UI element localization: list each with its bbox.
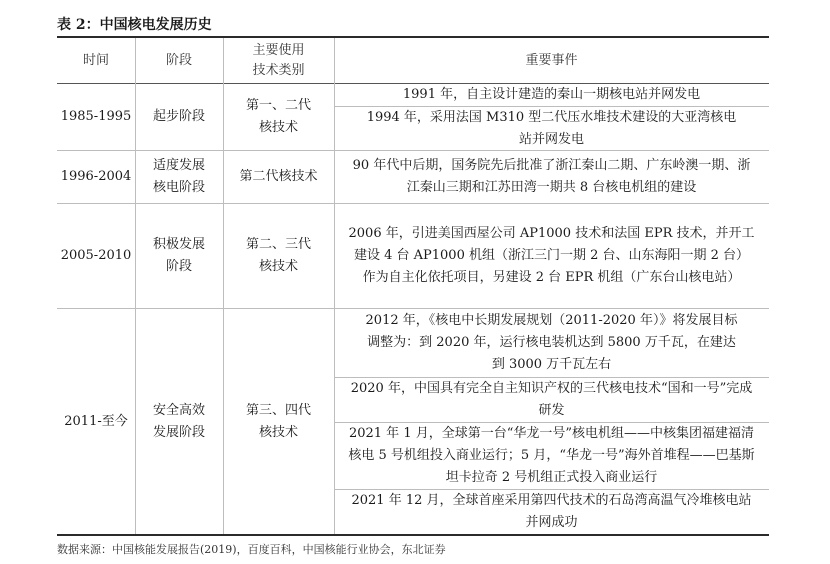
header-events: 重要事件 [525,52,578,68]
row4-event2: 2020 年，中国具有完全自主知识产权的三代核电技术“国和一号”完成研发 [350,381,753,418]
row1-time: 1985-1995 [60,109,132,124]
row4-event1: 2012 年，《核电中长期发展规划（2011-2020 年）》将发展目标调整为：到 2020 年，运行核电装机达到 5800 万千瓦，在建达到 3000 万千瓦左右 [365,313,738,372]
row2-tech: 第二代核技术 [239,169,318,184]
row1-tech: 第一、二代核技术 [245,98,311,135]
row2-time: 1996-2004 [60,169,132,184]
header-stage: 阶段 [165,52,192,68]
row3-event1: 2006 年，引进美国西屋公司 AP1000 技术和法国 EPR 技术，并开工建设 4 台 AP1000 机组（浙江三门一期 2 台、山东海阳一期 2 台）作为自主化依托项目，另建设 2 台 EPR 机组（广东台山核电站） [348,226,755,285]
row1-stage: 起步阶段 [152,109,205,124]
row1-event2: 1994 年，采用法国 M310 型二代压水堆技术建设的大亚湾核电站并网发电 [366,109,737,147]
header-tech: 主要使用技术类别 [252,42,305,78]
row2-event1: 90 年代中后期，国务院先后批准了浙江秦山二期、广东岭澳一期、浙江秦山三期和江苏田湾一期共 8 台核电机组的建设 [352,158,751,195]
row3-tech: 第二、三代核技术 [245,237,311,274]
header-time: 时间 [82,52,109,68]
table-title: 表 2：中国核电发展历史 [57,17,212,33]
row4-stage: 安全高效发展阶段 [152,402,205,440]
row4-event4: 2021 年 12 月，全球首座采用第四代技术的石岛湾高温气冷堆核电站并网成功 [351,493,752,530]
row3-time: 2005-2010 [60,248,132,263]
source-note: 数据来源：中国核能发展报告(2019)，百度百科，中国核能行业协会，东北证券 [57,543,446,556]
row4-event3: 2021 年 1 月，全球第一台“华龙一号”核电机组——中核集团福建福清核电 5 号机组投入商业运行；5 月，“华龙一号”海外首堆程——巴基斯坦卡拉奇 2 号机组正式投入商业运行 [348,426,755,485]
row3-stage: 积极发展阶段 [152,237,205,274]
bottom-rule [57,534,769,536]
row4-tech: 第三、四代核技术 [245,402,311,440]
row1-event1: 1991 年，自主设计建造的秦山一期核电站并网发电 [402,87,701,102]
row4-time: 2011-至今 [64,413,128,429]
row2-stage: 适度发展核电阶段 [152,158,205,195]
